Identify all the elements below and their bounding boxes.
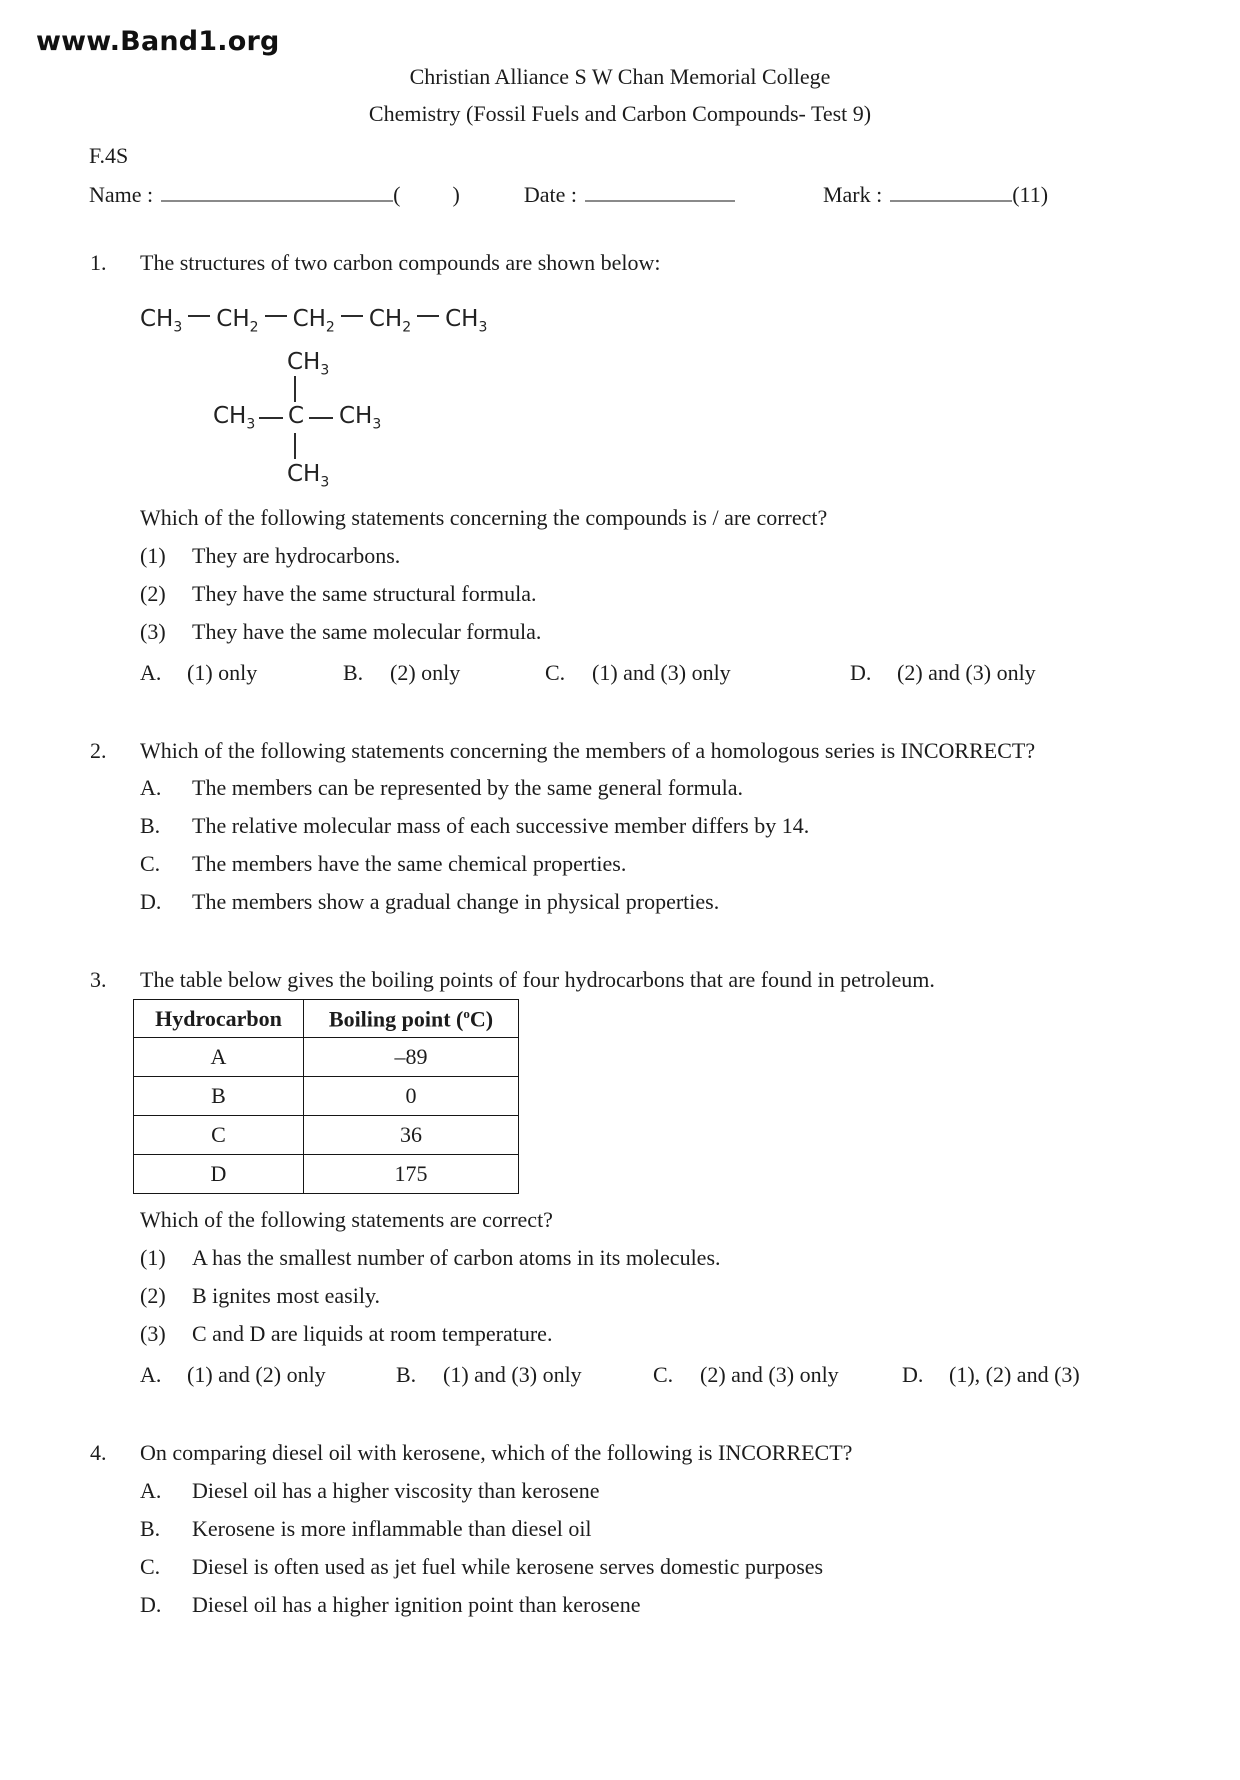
single-bond-icon — [188, 315, 210, 317]
date-label: Date : — [523, 181, 577, 207]
single-bond-icon — [294, 433, 296, 459]
statement-list — [140, 543, 1240, 645]
mark-total: (11) — [1012, 181, 1049, 207]
class-number-paren-close: ) — [452, 181, 460, 207]
option-c: C. Diesel is often used as jet fuel while kerosene serves domestic purposes — [140, 1553, 824, 1579]
statement-label: (1) — [140, 542, 166, 568]
date-field-blank — [585, 178, 735, 202]
table-header-row — [134, 1000, 519, 1038]
boiling-point-value: 175 — [304, 1155, 519, 1194]
statement-text: They have the same molecular formula. — [192, 618, 542, 644]
statement-list — [140, 1245, 1240, 1347]
single-bond-icon — [265, 315, 287, 317]
answer-options — [140, 775, 1240, 915]
statement-row — [140, 1283, 1240, 1309]
class-label: F.4S — [89, 142, 129, 168]
question-number: 3. — [90, 967, 107, 993]
sub-question: Which of the following statements concerning the compounds is / are correct? — [140, 504, 828, 530]
boiling-point-value: 36 — [304, 1116, 519, 1155]
option-d: D. (2) and (3) only — [850, 659, 1036, 685]
formula-unit: $CH_3$ — [287, 348, 330, 379]
option-d: D. (1), (2) and (3) — [902, 1362, 1080, 1388]
question-list — [0, 250, 1240, 1618]
question-1 — [0, 250, 1240, 686]
question-4 — [0, 1440, 1240, 1618]
formula-unit: $CH_2$ — [368, 305, 412, 336]
name-field-blank — [161, 178, 393, 202]
class-number-paren-open: ( — [393, 181, 401, 207]
mark-field-blank — [890, 178, 1012, 202]
mark-label: Mark : — [822, 181, 883, 207]
table-row — [134, 1155, 519, 1194]
statement-label: (2) — [140, 1283, 166, 1309]
formula-unit: $CH_2$ — [216, 305, 259, 336]
site-watermark: www.Band1.org — [36, 26, 280, 57]
school-name: Christian Alliance S W Chan Memorial College — [409, 63, 831, 89]
student-info-row — [89, 178, 1240, 208]
option-c: C. The members have the same chemical properties. — [140, 851, 627, 877]
question-number: 1. — [90, 249, 107, 275]
option-d: D. The members show a gradual change in physical properties. — [140, 889, 720, 915]
option-b: B. (2) only — [343, 659, 461, 685]
question-2 — [0, 738, 1240, 916]
option-b: B. The relative molecular mass of each successive member differs by 14. — [140, 813, 810, 839]
hydrocarbon-name: D — [134, 1155, 304, 1194]
statement-row — [140, 1321, 1240, 1347]
option-a: A. The members can be represented by the same general formula. — [140, 775, 743, 801]
statement-row — [140, 543, 1240, 569]
name-label: Name : — [89, 181, 154, 207]
question-prompt: Which of the following statements concerning the members of a homologous series is INCORRECT? — [140, 737, 1036, 763]
question-prompt: The table below gives the boiling points of four hydrocarbons that are found in petroleum. — [140, 967, 935, 993]
answer-options — [140, 660, 1240, 686]
statement-label: (3) — [140, 1321, 166, 1347]
option-b: B. Kerosene is more inflammable than diesel oil — [140, 1515, 592, 1541]
option-d: D. Diesel oil has a higher ignition point than kerosene — [140, 1591, 641, 1617]
statement-label: (2) — [140, 580, 166, 606]
statement-row — [140, 1245, 1240, 1271]
single-bond-icon — [294, 376, 296, 402]
option-c: C. (2) and (3) only — [653, 1362, 839, 1388]
statement-row — [140, 581, 1240, 607]
statement-row — [140, 619, 1240, 645]
hydrocarbon-name: C — [134, 1116, 304, 1155]
answer-options — [140, 1478, 1240, 1618]
formula-unit: $CH_3$ — [339, 402, 382, 433]
boiling-point-value: –89 — [304, 1038, 519, 1077]
table-row — [134, 1038, 519, 1077]
option-a: A. (1) only — [140, 659, 258, 685]
answer-options — [140, 1362, 1240, 1388]
statement-text: They are hydrocarbons. — [192, 542, 401, 568]
statement-label: (3) — [140, 618, 166, 644]
option-c: C. (1) and (3) only — [545, 659, 731, 685]
test-title: Chemistry (Fossil Fuels and Carbon Compounds- Test 9) — [368, 100, 872, 126]
boiling-point-table — [133, 999, 519, 1194]
question-number: 2. — [90, 737, 107, 763]
pentane-structure — [140, 305, 1240, 336]
table-row — [134, 1116, 519, 1155]
statement-text: B ignites most easily. — [192, 1283, 381, 1309]
statement-text: C and D are liquids at room temperature. — [192, 1321, 553, 1347]
column-header-hydrocarbon: Hydrocarbon — [134, 1000, 304, 1038]
question-3 — [0, 967, 1240, 1388]
single-bond-icon — [259, 417, 283, 419]
option-a: A. (1) and (2) only — [140, 1362, 326, 1388]
statement-label: (1) — [140, 1245, 166, 1271]
question-number: 4. — [90, 1440, 107, 1465]
central-carbon: C — [288, 402, 305, 429]
column-header-boiling-point: Boiling point ($^o$C) — [304, 1000, 519, 1038]
hydrocarbon-name: A — [134, 1038, 304, 1077]
single-bond-icon — [341, 315, 363, 317]
formula-unit: $CH_3$ — [445, 305, 488, 336]
question-prompt: The structures of two carbon compounds are shown below: — [140, 249, 661, 275]
question-prompt: On comparing diesel oil with kerosene, which of the following is INCORRECT? — [140, 1440, 853, 1465]
hydrocarbon-name: B — [134, 1077, 304, 1116]
formula-unit: $CH_3$ — [213, 402, 256, 433]
formula-unit: $CH_3$ — [140, 305, 183, 336]
option-a: A. Diesel oil has a higher viscosity than kerosene — [140, 1477, 600, 1503]
table-row — [134, 1077, 519, 1116]
neopentane-structure — [213, 349, 513, 489]
sub-question: Which of the following statements are correct? — [140, 1207, 553, 1233]
single-bond-icon — [309, 417, 333, 419]
single-bond-icon — [417, 315, 439, 317]
formula-unit: $CH_2$ — [292, 305, 335, 336]
option-b: B. (1) and (3) only — [396, 1362, 582, 1388]
statement-text: They have the same structural formula. — [192, 580, 537, 606]
boiling-point-value: 0 — [304, 1077, 519, 1116]
statement-text: A has the smallest number of carbon atoms in its molecules. — [192, 1245, 721, 1271]
formula-unit: $CH_3$ — [287, 460, 330, 491]
